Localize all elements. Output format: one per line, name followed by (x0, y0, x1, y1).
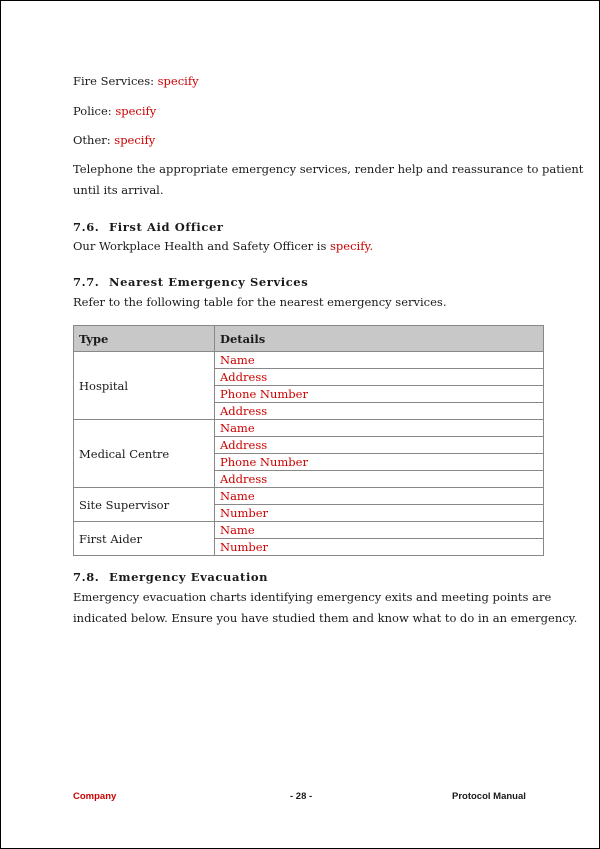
other-value: specify (114, 133, 156, 147)
section-7-7-number: 7.7. (73, 275, 100, 289)
type-cell: Site Supervisor (74, 488, 215, 522)
detail-cell: Address (215, 369, 544, 386)
police-value: specify (115, 104, 157, 118)
detail-cell: Address (215, 403, 544, 420)
detail-cell: Name (215, 488, 544, 505)
emergency-services-table (73, 325, 544, 556)
footer-page-number: - 28 - (290, 791, 313, 802)
fire-services-value: specify (157, 74, 199, 88)
first-aid-officer-text (73, 239, 373, 253)
instruction-line-2: until its arrival. (73, 183, 164, 197)
section-7-6-heading (73, 220, 224, 234)
detail-cell: Name (215, 522, 544, 539)
detail-cell: Address (215, 437, 544, 454)
header-details: Details (215, 326, 544, 352)
first-aid-officer-prefix: Our Workplace Health and Safety Officer is (73, 239, 331, 253)
fire-services-label: Fire Services: (73, 74, 158, 88)
header-type: Type (74, 326, 215, 352)
table-row (74, 488, 544, 505)
detail-cell: Number (215, 539, 544, 556)
section-7-6-number: 7.6. (73, 220, 100, 234)
type-cell: First Aider (74, 522, 215, 556)
detail-cell: Phone Number (215, 386, 544, 403)
section-7-8-line-1: Emergency evacuation charts identifying emergency exits and meeting points are (73, 590, 552, 604)
section-7-7-text: Refer to the following table for the nearest emergency services. (73, 295, 447, 309)
detail-cell: Address (215, 471, 544, 488)
first-aid-officer-value: specify. (330, 239, 374, 253)
police-label: Police: (73, 104, 116, 118)
other-line (73, 133, 155, 147)
section-7-8-number: 7.8. (73, 570, 100, 584)
other-label: Other: (73, 133, 115, 147)
table-header-row (74, 326, 544, 352)
section-7-7-title: Nearest Emergency Services (109, 275, 309, 289)
table-row (74, 522, 544, 539)
section-7-8-title: Emergency Evacuation (109, 570, 269, 584)
table-row (74, 420, 544, 437)
detail-cell: Name (215, 352, 544, 369)
section-7-7-heading (73, 275, 308, 289)
fire-services-line (73, 74, 199, 88)
section-7-6-title: First Aid Officer (109, 220, 224, 234)
type-cell: Medical Centre (74, 420, 215, 488)
type-cell: Hospital (74, 352, 215, 420)
detail-cell: Phone Number (215, 454, 544, 471)
section-7-8-line-2: indicated below. Ensure you have studied them and know what to do in an emergency. (73, 611, 578, 625)
section-7-8-heading (73, 570, 268, 584)
instruction-line-1: Telephone the appropriate emergency services, render help and reassurance to patient (73, 162, 584, 176)
footer-company: Company (73, 791, 117, 802)
detail-cell: Number (215, 505, 544, 522)
footer-manual-title: Protocol Manual (452, 791, 526, 802)
detail-cell: Name (215, 420, 544, 437)
table-row (74, 352, 544, 369)
police-line (73, 104, 156, 118)
